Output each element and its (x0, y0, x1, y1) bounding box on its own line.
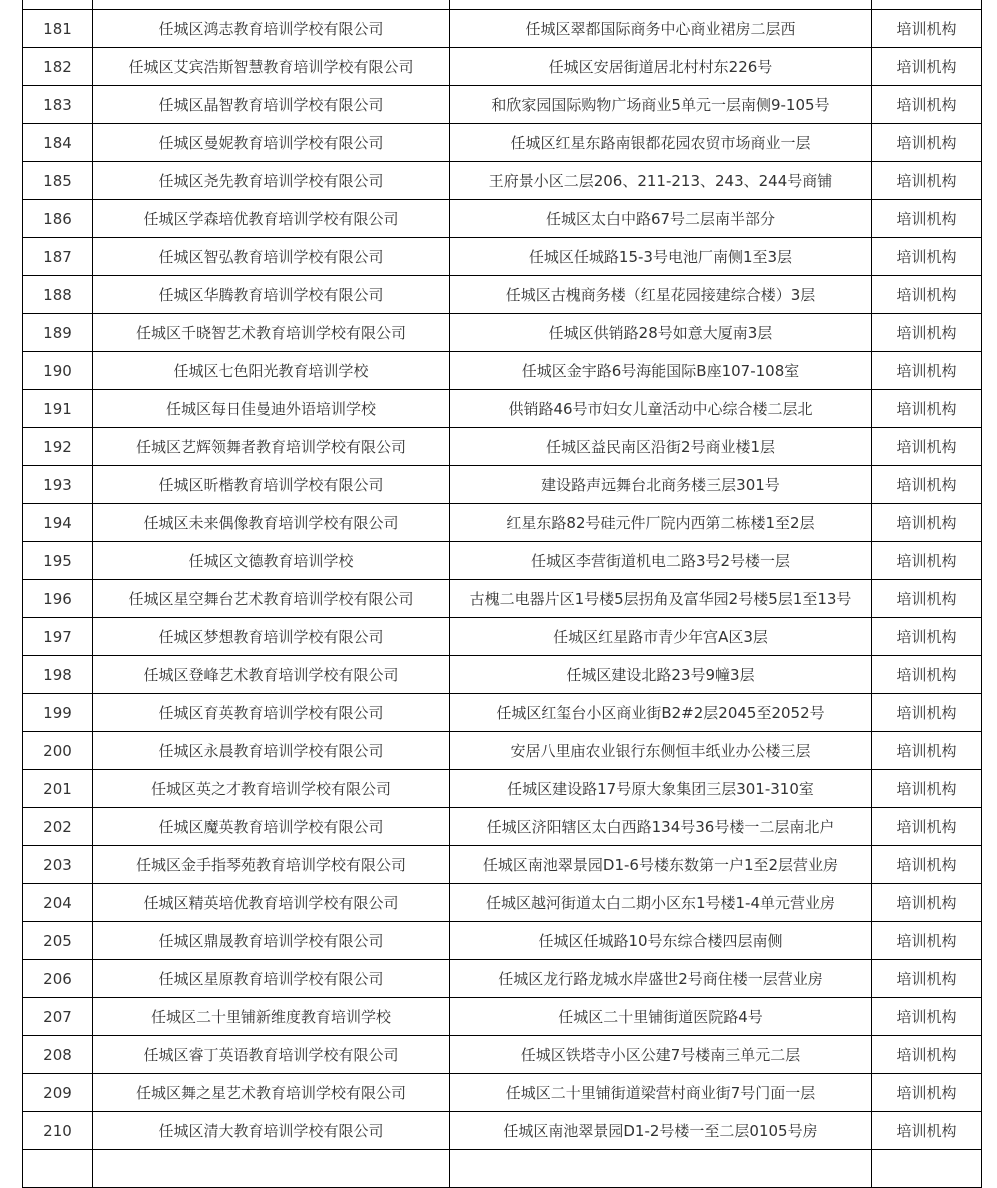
cell-institution-name: 任城区梦想教育培训学校有限公司 (93, 618, 450, 656)
cell-address: 任城区南池翠景园D1-6号楼东数第一户1至2层营业房 (450, 846, 872, 884)
table-row (23, 504, 982, 542)
cell-row-number: 194 (23, 504, 93, 542)
cell-address: 供销路46号市妇女儿童活动中心综合楼二层北 (450, 390, 872, 428)
table-row (23, 390, 982, 428)
cell-row-number: 207 (23, 998, 93, 1036)
cell-address: 建设路声远舞台北商务楼三层301号 (450, 466, 872, 504)
cell-institution-name: 任城区舞之星艺术教育培训学校有限公司 (93, 1074, 450, 1112)
cell-row-number: 201 (23, 770, 93, 808)
cell-institution-name: 任城区千晓智艺术教育培训学校有限公司 (93, 314, 450, 352)
table-row (23, 276, 982, 314)
cell-institution-type: 培训机构 (872, 276, 982, 314)
cell-address: 任城区二十里铺街道梁营村商业街7号门面一层 (450, 1074, 872, 1112)
cell-address: 任城区安居街道居北村村东226号 (450, 48, 872, 86)
cell-institution-type: 培训机构 (872, 504, 982, 542)
table-row (23, 124, 982, 162)
cell-address: 任城区红星东路南银都花园农贸市场商业一层 (450, 124, 872, 162)
table-row (23, 960, 982, 998)
cell-row-number: 192 (23, 428, 93, 466)
table-row (23, 694, 982, 732)
cell-address: 任城区古槐商务楼（红星花园接建综合楼）3层 (450, 276, 872, 314)
cell-institution-type: 培训机构 (872, 884, 982, 922)
cell-institution-type: 培训机构 (872, 314, 982, 352)
cell-row-number: 204 (23, 884, 93, 922)
cell-institution-type: 培训机构 (872, 124, 982, 162)
cell-institution-type: 培训机构 (872, 656, 982, 694)
table-row (23, 1112, 982, 1150)
cell-row-number: 187 (23, 238, 93, 276)
table-row (23, 10, 982, 48)
cell-institution-name: 任城区每日佳曼迪外语培训学校 (93, 390, 450, 428)
cell-row-number: 189 (23, 314, 93, 352)
cell-row-number: 182 (23, 48, 93, 86)
cell-address: 任城区红星路市青少年宫A区3层 (450, 618, 872, 656)
cell-institution-type: 培训机构 (872, 466, 982, 504)
cell-institution-type: 培训机构 (872, 1112, 982, 1150)
table-row (23, 1074, 982, 1112)
cell-address: 任城区益民南区沿街2号商业楼1层 (450, 428, 872, 466)
cell-institution-type: 培训机构 (872, 694, 982, 732)
cell-institution-name: 任城区曼妮教育培训学校有限公司 (93, 124, 450, 162)
cell-row-number: 199 (23, 694, 93, 732)
cell-address: 任城区任城路15-3号电池厂南侧1至3层 (450, 238, 872, 276)
table-row (23, 770, 982, 808)
cell-row-number: 209 (23, 1074, 93, 1112)
cell-institution-name: 任城区精英培优教育培训学校有限公司 (93, 884, 450, 922)
cell-institution-type: 培训机构 (872, 162, 982, 200)
cell-address: 任城区建设北路23号9幢3层 (450, 656, 872, 694)
cell-address: 任城区金宇路6号海能国际B座107-108室 (450, 352, 872, 390)
table-row (23, 352, 982, 390)
cell-institution-type: 培训机构 (872, 390, 982, 428)
cell-row-number: 183 (23, 86, 93, 124)
cell-row-number: 186 (23, 200, 93, 238)
cell-institution-name: 任城区智弘教育培训学校有限公司 (93, 238, 450, 276)
cell-institution-name: 任城区登峰艺术教育培训学校有限公司 (93, 656, 450, 694)
cell-institution-type: 培训机构 (872, 922, 982, 960)
cell-institution-name: 任城区晶智教育培训学校有限公司 (93, 86, 450, 124)
cell-institution-name: 任城区清大教育培训学校有限公司 (93, 1112, 450, 1150)
cell-institution-type: 培训机构 (872, 808, 982, 846)
cell-institution-type: 培训机构 (872, 542, 982, 580)
cell-row-number: 210 (23, 1112, 93, 1150)
table-row (23, 884, 982, 922)
table-row (23, 238, 982, 276)
cell-row-number: 203 (23, 846, 93, 884)
cell-row-number: 198 (23, 656, 93, 694)
cell-institution-type: 培训机构 (872, 998, 982, 1036)
table-row (23, 86, 982, 124)
cell-address: 安居八里庙农业银行东侧恒丰纸业办公楼三层 (450, 732, 872, 770)
cell-institution-name: 任城区七色阳光教育培训学校 (93, 352, 450, 390)
cell-row-number: 181 (23, 10, 93, 48)
cell-address: 任城区越河街道太白二期小区东1号楼1-4单元营业房 (450, 884, 872, 922)
cell-address: 任城区任城路10号东综合楼四层南侧 (450, 922, 872, 960)
cell-institution-type: 培训机构 (872, 580, 982, 618)
cell-row-number: 188 (23, 276, 93, 314)
table-row (23, 542, 982, 580)
cell-address: 红星东路82号硅元件厂院内西第二栋楼1至2层 (450, 504, 872, 542)
cell-institution-name: 任城区尧先教育培训学校有限公司 (93, 162, 450, 200)
cell-address: 任城区南池翠景园D1-2号楼一至二层0105号房 (450, 1112, 872, 1150)
cell-institution-name: 任城区文德教育培训学校 (93, 542, 450, 580)
cell-row-number: 196 (23, 580, 93, 618)
table-row (23, 656, 982, 694)
cell-institution-name: 任城区艺辉领舞者教育培训学校有限公司 (93, 428, 450, 466)
cell-institution-name: 任城区昕楷教育培训学校有限公司 (93, 466, 450, 504)
table-body (23, 0, 982, 1188)
cell-institution-name: 任城区鸿志教育培训学校有限公司 (93, 10, 450, 48)
cell-row-number: 184 (23, 124, 93, 162)
cell-address: 任城区龙行路龙城水岸盛世2号商住楼一层营业房 (450, 960, 872, 998)
table-row (23, 846, 982, 884)
table-row (23, 162, 982, 200)
cell-institution-name: 任城区学森培优教育培训学校有限公司 (93, 200, 450, 238)
cell-address: 王府景小区二层206、211-213、243、244号商铺 (450, 162, 872, 200)
cell-institution-type: 培训机构 (872, 960, 982, 998)
table-row (23, 314, 982, 352)
cell-institution-type: 培训机构 (872, 1074, 982, 1112)
table-row (23, 466, 982, 504)
cell-row-number: 193 (23, 466, 93, 504)
cell-institution-type: 培训机构 (872, 732, 982, 770)
table-row (23, 618, 982, 656)
cell-institution-type: 培训机构 (872, 846, 982, 884)
table-row (23, 48, 982, 86)
table-row-partial-bottom (23, 1150, 982, 1188)
cell-row-number: 208 (23, 1036, 93, 1074)
institution-table (22, 0, 982, 1188)
cell-row-number: 191 (23, 390, 93, 428)
table-row (23, 808, 982, 846)
cell-institution-type: 培训机构 (872, 428, 982, 466)
cell-institution-name: 任城区英之才教育培训学校有限公司 (93, 770, 450, 808)
cell-address: 任城区供销路28号如意大厦南3层 (450, 314, 872, 352)
cell-address: 任城区太白中路67号二层南半部分 (450, 200, 872, 238)
cell-institution-name: 任城区育英教育培训学校有限公司 (93, 694, 450, 732)
table-row-partial-top (23, 0, 982, 10)
cell-address: 任城区铁塔寺小区公建7号楼南三单元二层 (450, 1036, 872, 1074)
cell-institution-name: 任城区永晨教育培训学校有限公司 (93, 732, 450, 770)
cell-institution-type: 培训机构 (872, 10, 982, 48)
cell-institution-name: 任城区睿丁英语教育培训学校有限公司 (93, 1036, 450, 1074)
cell-address: 任城区李营街道机电二路3号2号楼一层 (450, 542, 872, 580)
cell-address: 和欣家园国际购物广场商业5单元一层南侧9-105号 (450, 86, 872, 124)
cell-institution-name: 任城区星空舞台艺术教育培训学校有限公司 (93, 580, 450, 618)
cell-row-number: 197 (23, 618, 93, 656)
cell-row-number: 206 (23, 960, 93, 998)
cell-institution-type: 培训机构 (872, 1036, 982, 1074)
cell-institution-name: 任城区艾宾浩斯智慧教育培训学校有限公司 (93, 48, 450, 86)
cell-institution-name: 任城区金手指琴苑教育培训学校有限公司 (93, 846, 450, 884)
table-row (23, 998, 982, 1036)
cell-row-number: 185 (23, 162, 93, 200)
cell-row-number: 190 (23, 352, 93, 390)
cell-address: 任城区济阳辖区太白西路134号36号楼一二层南北户 (450, 808, 872, 846)
cell-institution-name: 任城区魔英教育培训学校有限公司 (93, 808, 450, 846)
cell-row-number: 195 (23, 542, 93, 580)
cell-institution-name: 任城区未来偶像教育培训学校有限公司 (93, 504, 450, 542)
cell-institution-type: 培训机构 (872, 770, 982, 808)
cell-institution-type: 培训机构 (872, 48, 982, 86)
cell-address: 任城区二十里铺街道医院路4号 (450, 998, 872, 1036)
cell-institution-name: 任城区华腾教育培训学校有限公司 (93, 276, 450, 314)
table-row (23, 200, 982, 238)
cell-row-number: 202 (23, 808, 93, 846)
cell-row-number: 205 (23, 922, 93, 960)
cell-institution-name: 任城区二十里铺新维度教育培训学校 (93, 998, 450, 1036)
cell-institution-type: 培训机构 (872, 238, 982, 276)
cell-row-number: 200 (23, 732, 93, 770)
cell-address: 任城区红玺台小区商业街B2#2层2045至2052号 (450, 694, 872, 732)
cell-address: 任城区翠都国际商务中心商业裙房二层西 (450, 10, 872, 48)
table-row (23, 922, 982, 960)
cell-institution-type: 培训机构 (872, 200, 982, 238)
cell-address: 古槐二电器片区1号楼5层拐角及富华园2号楼5层1至13号 (450, 580, 872, 618)
table-row (23, 580, 982, 618)
cell-institution-type: 培训机构 (872, 86, 982, 124)
table-row (23, 1036, 982, 1074)
cell-institution-name: 任城区星原教育培训学校有限公司 (93, 960, 450, 998)
cell-institution-type: 培训机构 (872, 618, 982, 656)
table-row (23, 732, 982, 770)
cell-address: 任城区建设路17号原大象集团三层301-310室 (450, 770, 872, 808)
table-row (23, 428, 982, 466)
cell-institution-type: 培训机构 (872, 352, 982, 390)
cell-institution-name: 任城区鼎晟教育培训学校有限公司 (93, 922, 450, 960)
